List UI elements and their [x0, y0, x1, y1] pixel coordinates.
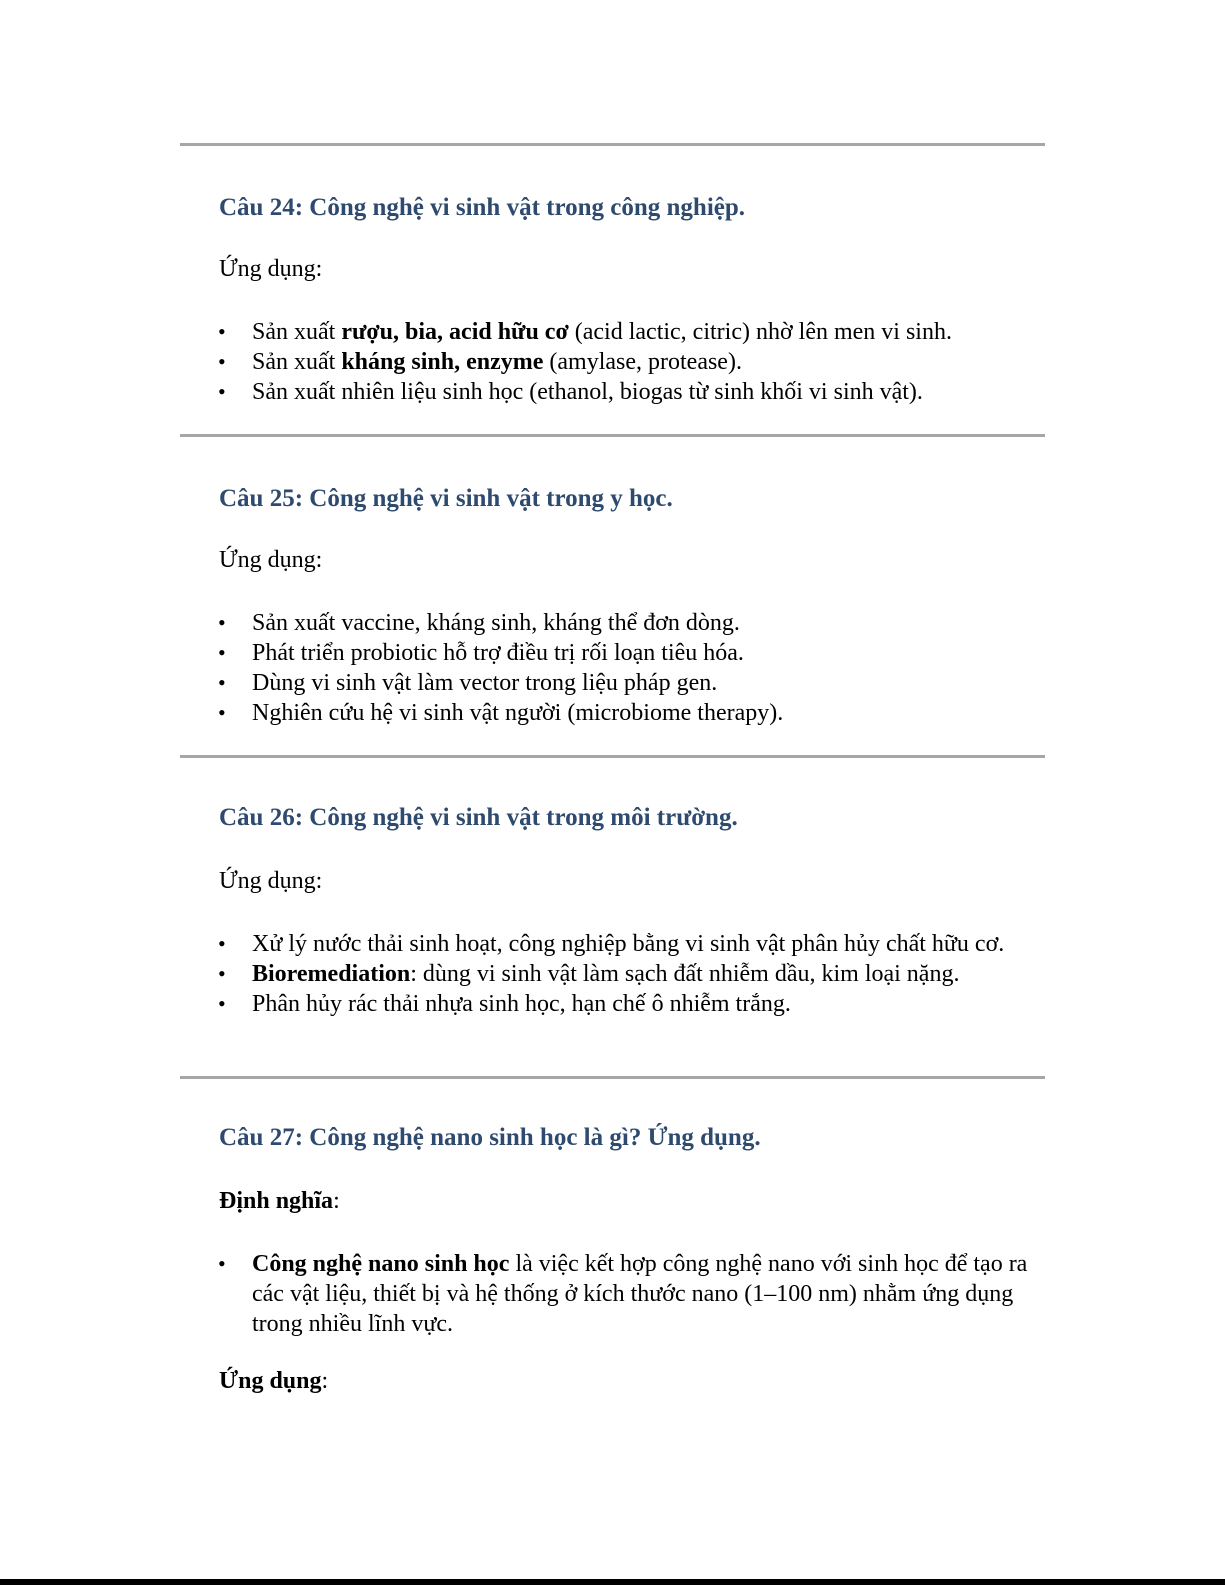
- divider: [180, 1076, 1045, 1079]
- bullet-list: [252, 317, 1048, 407]
- section-heading: Câu 27: Công nghệ nano sinh học là gì? Ứng dụng.: [219, 1124, 761, 1151]
- definition-label: Định nghĩa:: [219, 1188, 340, 1214]
- bullet-list: [252, 1249, 1048, 1339]
- application-label: Ứng dụng:: [219, 1368, 329, 1394]
- page-edge: [0, 1579, 1225, 1585]
- list-item: • Dùng vi sinh vật làm vector trong liệu pháp gen.: [252, 668, 1048, 698]
- section-heading: Câu 24: Công nghệ vi sinh vật trong công nghiệp.: [219, 194, 746, 221]
- list-item: • Công nghệ nano sinh học là việc kết hợp công nghệ nano với sinh học để tạo ra các vật liệu, thiết bị và hệ thống ở kích thước nano (1–100 nm) nhằm ứng dụng trong nhiều lĩnh vực.: [252, 1249, 1048, 1339]
- list-item: • Xử lý nước thải sinh hoạt, công nghiệp bằng vi sinh vật phân hủy chất hữu cơ.: [252, 929, 1048, 959]
- list-item: • Phân hủy rác thải nhựa sinh học, hạn chế ô nhiễm trắng.: [252, 989, 1048, 1019]
- list-item: • Sản xuất nhiên liệu sinh học (ethanol, biogas từ sinh khối vi sinh vật).: [252, 377, 1048, 407]
- section-intro: Ứng dụng:: [219, 868, 323, 894]
- list-item: • Sản xuất rượu, bia, acid hữu cơ (acid lactic, citric) nhờ lên men vi sinh.: [252, 317, 1048, 347]
- bullet-list: [252, 929, 1048, 1019]
- divider: [180, 434, 1045, 437]
- list-item: • Sản xuất vaccine, kháng sinh, kháng thể đơn dòng.: [252, 608, 1048, 638]
- bullet-list: [252, 608, 1048, 728]
- list-item: • Nghiên cứu hệ vi sinh vật người (microbiome therapy).: [252, 698, 1048, 728]
- list-item: • Bioremediation: dùng vi sinh vật làm sạch đất nhiễm dầu, kim loại nặng.: [252, 959, 1048, 989]
- list-item: • Phát triển probiotic hỗ trợ điều trị rối loạn tiêu hóa.: [252, 638, 1048, 668]
- section-heading: Câu 25: Công nghệ vi sinh vật trong y học.: [219, 485, 673, 512]
- list-item: • Sản xuất kháng sinh, enzyme (amylase, protease).: [252, 347, 1048, 377]
- section-intro: Ứng dụng:: [219, 256, 323, 282]
- divider: [180, 755, 1045, 758]
- divider: [180, 143, 1045, 146]
- section-intro: Ứng dụng:: [219, 547, 323, 573]
- section-heading: Câu 26: Công nghệ vi sinh vật trong môi trường.: [219, 804, 738, 831]
